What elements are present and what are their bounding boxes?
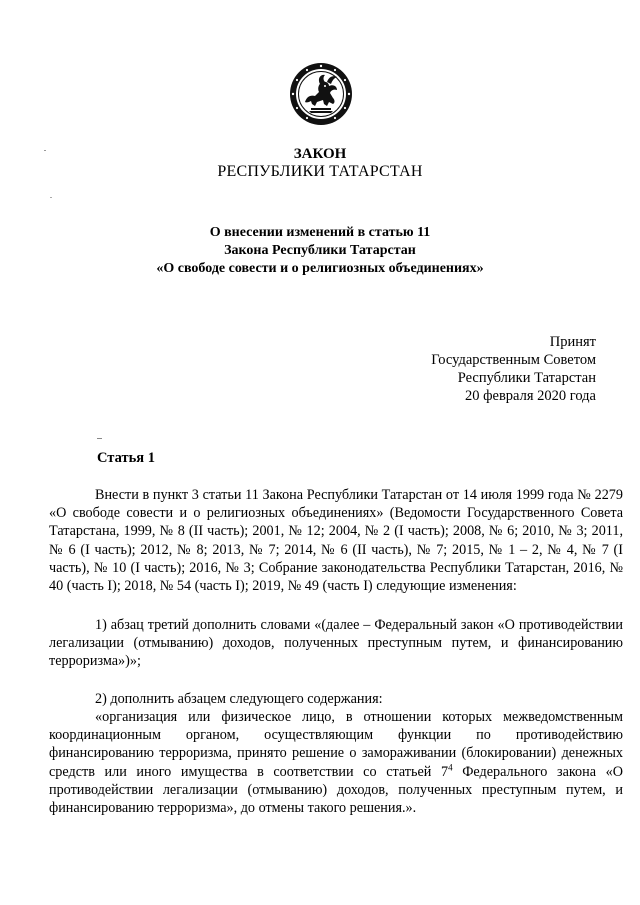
adoption-line: Республики Татарстан (457, 370, 596, 386)
law-subject-line: О внесении изменений в статью 11 (209, 225, 431, 240)
law-subject-line: Закона Республики Татарстан (224, 243, 416, 258)
coat-of-arms-of-tatarstan-icon (289, 62, 353, 126)
adoption-line: Принят (549, 334, 596, 350)
adoption-line: Государственным Советом (431, 352, 596, 368)
article-heading: Статья 1 (97, 450, 155, 466)
scan-artifact (50, 197, 52, 198)
document-issuer: РЕСПУБЛИКИ ТАТАРСТАН (217, 163, 423, 180)
superscript-article-index: 4 (448, 761, 453, 772)
amendment-item-2-text (49, 708, 623, 817)
scan-artifact (97, 438, 102, 442)
amendment-item-1: 1) абзац третий дополнить словами «(далее – Федеральный закон «О противодействии легализации (отмыванию) доходов, полученных преступным путем, и финансированию терроризма»)»; (49, 617, 623, 670)
document-title: ЗАКОН (293, 146, 347, 162)
amendment-item-2-heading: 2) дополнить абзацем следующего содержания: (95, 691, 383, 707)
article-intro-paragraph: Внести в пункт 3 статьи 11 Закона Республики Татарстан от 14 июля 1999 года № 2279 «О свободе совести и о религиозных объединениях» (Ведомости Государственного Совета Татарстана, 1999, № 8 (II часть); 2001, № 12; 2004, № 2 (I часть); 2008, № 6; 2010, № 3; 2011, № 6 (I часть); 2012, № 8; 2013, № 7; 2014, № 6 (II часть), № 7; 2015, № 1 – 2, № 4, № 7 (I часть), № 10 (I часть); 2016, № 3; Собрание законодательства Республики Татарстан, 2016, № 40 (часть I); 2018, № 54 (часть I); 2019, № 49 (часть I) следующие изменения: (49, 487, 623, 595)
adoption-date: 20 февраля 2020 года (464, 388, 596, 404)
law-subject-line: «О свободе совести и о религиозных объединениях» (156, 261, 484, 276)
amendment-text-part: Федерального закона «О противодействии легализации (отмыванию) доходов, полученных преступным путем, и финансированию терроризма», до отмены такого решения.». (49, 763, 623, 817)
law-subject (0, 224, 640, 278)
amendment-text-part: «организация или физическое лицо, в отношении которых межведомственным координационным органом, осуществляющим функции по противодействию финансированию терроризма, принято решение о замораживании (блокировании) денежных средств или иного имущества в соответствии со статьей 7 (49, 709, 623, 780)
adoption-block (431, 333, 596, 405)
